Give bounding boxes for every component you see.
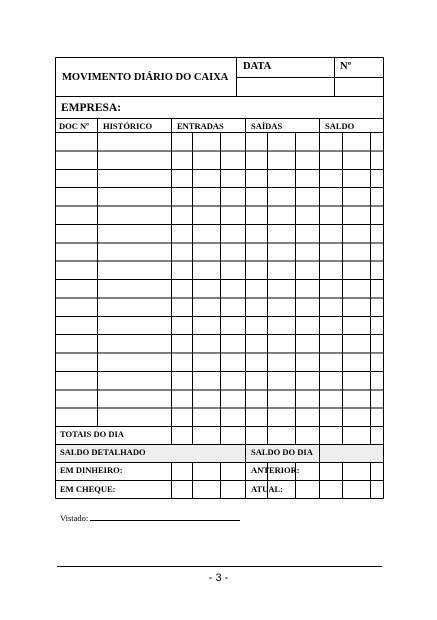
col-header-entradas: ENTRADAS xyxy=(177,121,224,131)
atual-label: ATUAL: xyxy=(251,484,283,494)
em-dinheiro-label: EM DINHEIRO: xyxy=(60,465,123,475)
em-cheque-label: EM CHEQUE: xyxy=(60,484,116,494)
col-header-saidas: SAÍDAS xyxy=(251,121,283,131)
totais-do-dia-label: TOTAIS DO DIA xyxy=(60,429,124,439)
form-title: MOVIMENTO DIÁRIO DO CAIXA xyxy=(62,72,229,83)
col-header-historico: HISTÓRICO xyxy=(103,121,153,131)
saldo-detalhado-label: SALDO DETALHADO xyxy=(60,447,146,457)
empresa-label: EMPRESA: xyxy=(61,102,122,114)
saldo-do-dia-label: SALDO DO DIA xyxy=(251,447,313,457)
cash-movement-form xyxy=(55,57,384,499)
numero-label: Nº xyxy=(340,61,352,72)
footer-rule xyxy=(57,566,382,567)
vistado-label: Vistado: xyxy=(60,513,89,523)
vistado-signature-line xyxy=(90,520,240,521)
col-header-doc: DOC Nº xyxy=(59,121,89,131)
anterior-label: ANTERIOR: xyxy=(251,465,300,475)
data-label: DATA xyxy=(243,61,272,72)
col-header-saldo: SALDO xyxy=(325,121,355,131)
page-number: - 3 - xyxy=(208,572,229,584)
